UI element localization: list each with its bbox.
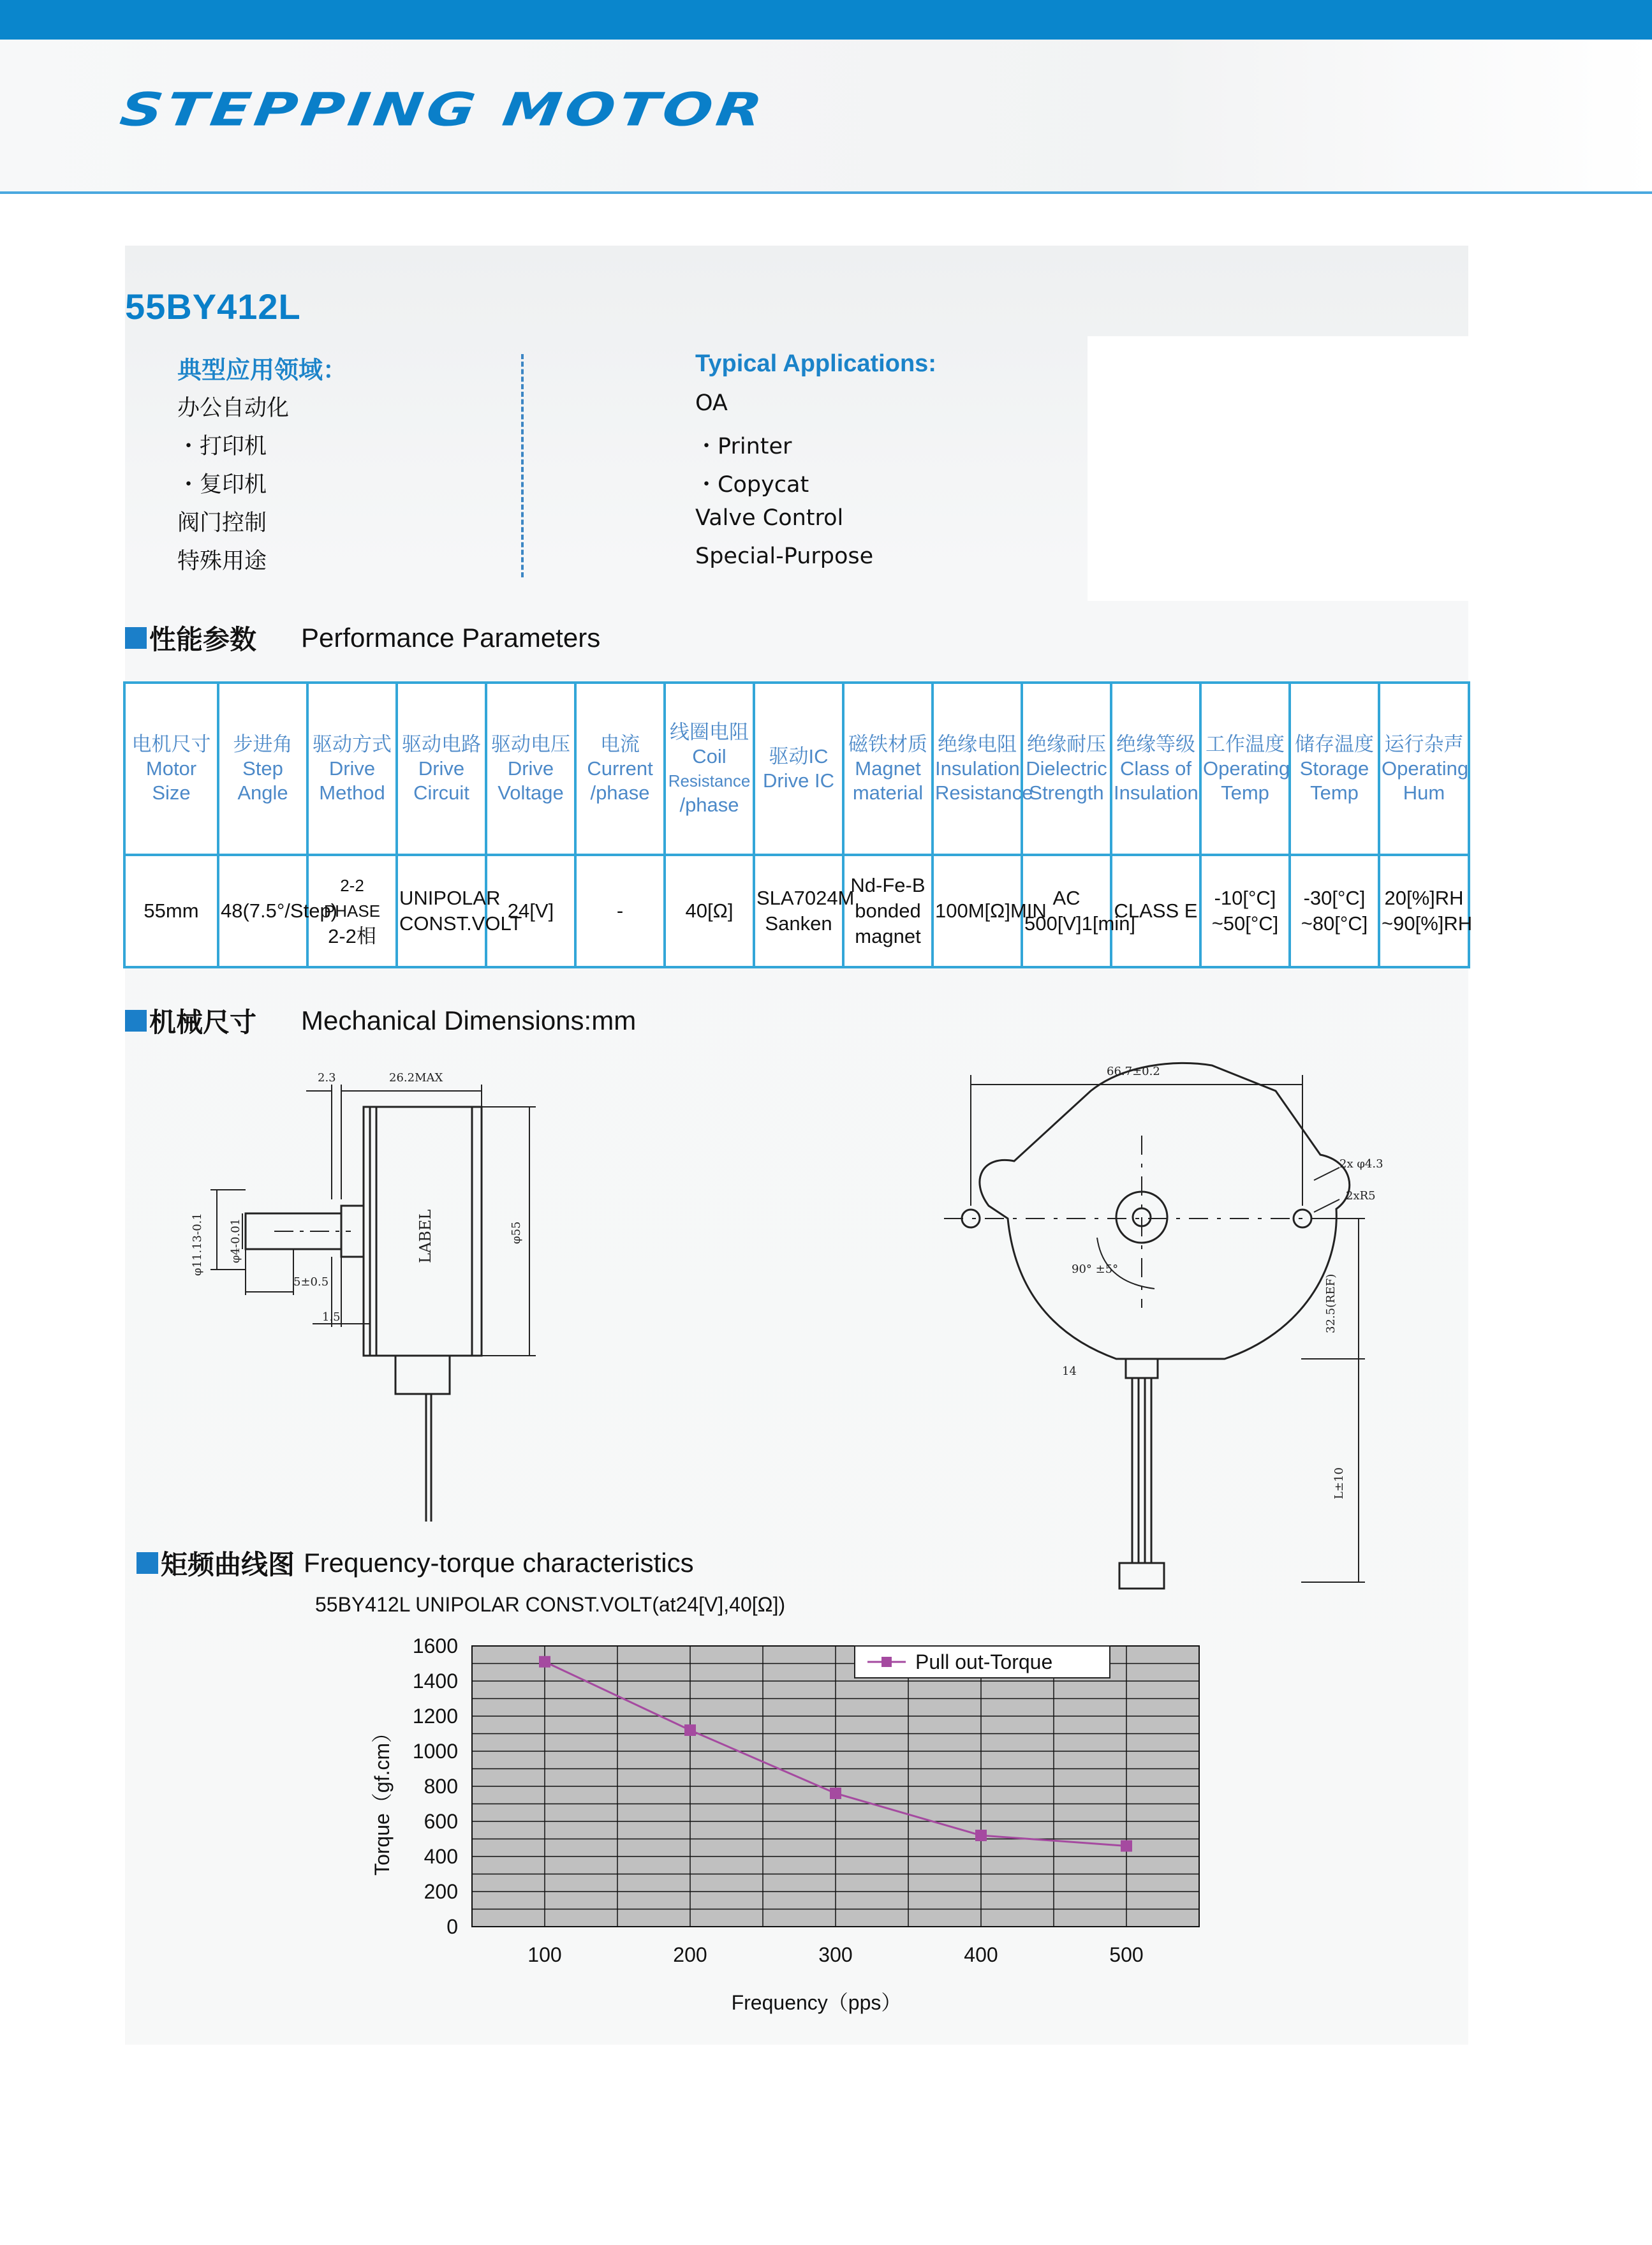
motor-flange-outline <box>980 1063 1350 1359</box>
lead-exit-outline <box>395 1356 450 1394</box>
performance-table <box>123 681 1473 968</box>
table-cell: 2-2 PHASE 2-2相 <box>307 855 397 967</box>
section-title-cn: 矩频曲线图 <box>161 1550 295 1580</box>
y-tick-label: 200 <box>424 1880 458 1903</box>
table-header-cell: 绝缘电阻 Insulation Resistance <box>933 683 1022 855</box>
section-square-icon <box>125 1010 147 1032</box>
chart-subtitle: 55BY412L UNIPOLAR CONST.VOLT(at24[V],40[Ω]) <box>315 1593 786 1616</box>
table-header-cell: 线圈电阻 Coil Resistance /phase <box>665 683 754 855</box>
table-cell: CLASS E <box>1111 855 1200 967</box>
dim-32-5: 32.5(REF) <box>1324 1273 1338 1333</box>
frequency-section-title <box>136 1544 694 1582</box>
dim-phi4: φ4-0.01 <box>229 1218 242 1263</box>
table-cell: 48(7.5°/Step) <box>218 855 307 967</box>
y-tick-label: 0 <box>446 1915 458 1938</box>
table-cell: - <box>575 855 665 967</box>
x-tick-label: 400 <box>964 1943 998 1966</box>
table-cell: UNIPOLAR CONST.VOLT <box>397 855 486 967</box>
dim-26-2max: 26.2MAX <box>389 1071 443 1085</box>
data-point <box>539 1656 550 1668</box>
y-tick-label: 1200 <box>412 1705 458 1728</box>
table-header-cell: 驱动IC Drive IC <box>754 683 843 855</box>
application-cn-item: 阀门控制 <box>177 510 267 536</box>
table-header-cell: 磁铁材质 Magnet material <box>843 683 933 855</box>
dim-phi55: φ55 <box>510 1221 523 1244</box>
x-tick-label: 100 <box>527 1943 562 1966</box>
y-axis-label: Torque（gf.cm） <box>371 1722 394 1876</box>
page-title: STEPPING MOTOR <box>117 83 770 137</box>
table-cell: Nd-Fe-B bonded magnet <box>843 855 933 967</box>
y-tick-label: 1600 <box>412 1634 458 1657</box>
table-cell: 24[V] <box>486 855 575 967</box>
y-tick-label: 1000 <box>412 1740 458 1763</box>
application-cn-item: ・复印机 <box>177 472 267 498</box>
legend-label: Pull out-Torque <box>915 1650 1053 1673</box>
table-cell: -10[°C] ~50[°C] <box>1200 855 1290 967</box>
table-cell: SLA7024M Sanken <box>754 855 843 967</box>
table-cell: 55mm <box>124 855 218 967</box>
table-cell: 40[Ω] <box>665 855 754 967</box>
table-value-row <box>124 855 1469 967</box>
table-cell: 100M[Ω]MIN <box>933 855 1022 967</box>
applications-heading-en: Typical Applications: <box>695 350 936 377</box>
header-rule <box>0 191 1652 194</box>
image-placeholder-box <box>1088 336 1468 601</box>
dim-phi11: φ11.13-0.1 <box>191 1213 204 1276</box>
x-tick-label: 500 <box>1109 1943 1144 1966</box>
label-text: LABEL <box>417 1209 434 1263</box>
section-square-icon <box>136 1552 158 1574</box>
mounting-hole-left <box>962 1210 980 1227</box>
application-en-item: Valve Control <box>695 505 844 531</box>
application-en-item: ・Printer <box>695 434 792 459</box>
section-title-cn: 性能参数 <box>149 625 257 655</box>
table-header-cell: 电机尺寸 Motor Size <box>124 683 218 855</box>
y-tick-label: 800 <box>424 1775 458 1798</box>
y-tick-label: 400 <box>424 1845 458 1868</box>
top-color-bar <box>0 0 1652 40</box>
dim-hole: 2x φ4.3 <box>1339 1157 1383 1171</box>
application-en-item: OA <box>695 390 728 416</box>
section-title-en: Performance Parameters <box>301 623 601 653</box>
data-point <box>684 1724 696 1736</box>
dim-14: 14 <box>1062 1365 1077 1378</box>
table-header-cell: 驱动电路 Drive Circuit <box>397 683 486 855</box>
performance-section-title <box>125 619 600 657</box>
table-header-cell: 绝缘耐压 Dielectric Strength <box>1022 683 1111 855</box>
table-header-cell: 绝缘等级 Class of Insulation <box>1111 683 1200 855</box>
boss-outline <box>341 1206 364 1257</box>
table-cell: 20[%]RH ~90[%]RH <box>1379 855 1469 967</box>
legend-marker <box>881 1657 892 1667</box>
applications-heading-cn: 典型应用领域： <box>177 357 348 384</box>
model-name: 55BY412L <box>125 286 301 327</box>
applications-divider <box>521 354 524 577</box>
table-header-cell: 步进角 Step Angle <box>218 683 307 855</box>
connector-outline <box>1119 1563 1164 1589</box>
table-header-cell: 运行杂声 Operating Hum <box>1379 683 1469 855</box>
y-tick-label: 600 <box>424 1810 458 1833</box>
table-header-cell: 储存温度 Storage Temp <box>1290 683 1379 855</box>
table-header-cell: 驱动方式 Drive Method <box>307 683 397 855</box>
application-cn-item: ・打印机 <box>177 434 267 459</box>
data-point <box>830 1788 841 1799</box>
dim-lead-length: L±10 <box>1332 1467 1346 1499</box>
dim-1-5: 1.5 <box>322 1310 341 1324</box>
section-square-icon <box>125 627 147 649</box>
table-header-row <box>124 683 1469 855</box>
data-point <box>1121 1841 1132 1852</box>
chart-legend <box>855 1646 1110 1678</box>
dim-angle: 90° ±5° <box>1072 1263 1119 1276</box>
table-cell: -30[°C] ~80[°C] <box>1290 855 1379 967</box>
section-title-en: Mechanical Dimensions:mm <box>301 1005 637 1035</box>
application-en-item: ・Copycat <box>695 472 809 498</box>
dim-2-3: 2.3 <box>318 1071 336 1085</box>
front-view-drawing <box>944 1014 1442 1620</box>
section-title-cn: 机械尺寸 <box>149 1007 257 1037</box>
table-header-cell: 工作温度 Operating Temp <box>1200 683 1290 855</box>
application-cn-item: 办公自动化 <box>177 396 290 421</box>
y-tick-label: 1400 <box>412 1670 458 1693</box>
table-header-cell: 电流 Current /phase <box>575 683 665 855</box>
x-tick-label: 200 <box>673 1943 707 1966</box>
table-header-cell: 驱动电压 Drive Voltage <box>486 683 575 855</box>
mechanical-section-title <box>125 1002 636 1040</box>
x-tick-label: 300 <box>818 1943 853 1966</box>
application-en-item: Special-Purpose <box>695 544 874 569</box>
table-cell: AC 500[V]1[min] <box>1022 855 1111 967</box>
data-point <box>975 1830 987 1841</box>
dim-5: 5±0.5 <box>293 1275 329 1289</box>
application-cn-item: 特殊用途 <box>177 549 267 574</box>
dim-66-7: 66.7±0.2 <box>1107 1065 1160 1078</box>
x-axis-label: Frequency（pps） <box>731 1991 902 2014</box>
dim-r5: 2xR5 <box>1346 1189 1376 1203</box>
torque-chart <box>344 1633 1237 2016</box>
section-title-en: Frequency-torque characteristics <box>304 1548 694 1578</box>
side-view-drawing <box>179 1046 574 1531</box>
